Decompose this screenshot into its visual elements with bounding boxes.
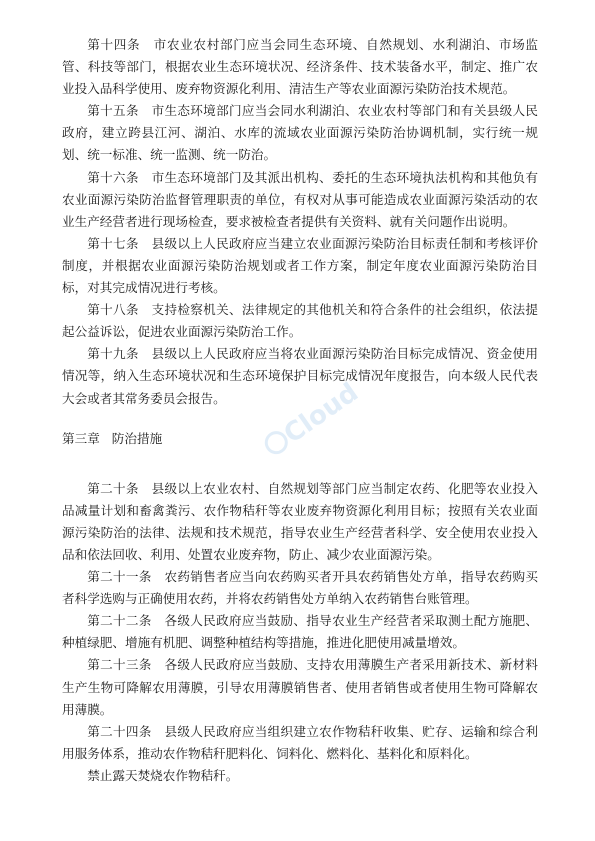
article-22: 第二十二条 各级人民政府应当鼓励、指导农业生产经营者采取测土配方施肥、种植绿肥、增施有机肥、调整种植结构等措施，推进化肥使用减量增效。 <box>62 613 538 651</box>
watermark-text: Cloud <box>278 377 364 450</box>
article-21: 第二十一条 农药销售者应当向农药购买者开具农药销售处方单，指导农药购买者科学选购与正确使用农药，并将农药销售处方单纳入农药销售台账管理。 <box>62 569 538 607</box>
article-24: 第二十四条 县级人民政府应当组织建立农作物秸秆收集、贮存、运输和综合利用服务体系，推动农作物秸秆肥料化、饲料化、燃料化、基料化和原料化。 <box>62 723 538 761</box>
article-19: 第十九条 县级以上人民政府应当将农业面源污染防治目标完成情况、资金使用情况等，纳入生态环境状况和生态环境保护目标完成情况年度报告，向本级人民代表大会或者其常务委员会报告。 <box>62 346 538 406</box>
article-17: 第十七条 县级以上人民政府应当建立农业面源污染防治目标责任制和考核评价制度，并根据农业面源污染防治规划或者工作方案，制定年度农业面源污染防治目标，对其完成情况进行考核。 <box>62 235 538 296</box>
article-14: 第十四条 市农业农村部门应当会同生态环境、自然规划、水利湖泊、市场监管、科技等部门，根据农业生态环境状况、经济条件、技术装备水平，制定、推广农业投入品科学使用、废弃物资源化利用、清洁生产等农业面源污染防治技术规范。 <box>62 37 538 97</box>
chapter-title: 防治措施 <box>111 430 163 446</box>
straw-burning-ban: 禁止露天焚烧农作物秸秆。 <box>87 767 239 783</box>
article-15: 第十五条 市生态环境部门应当会同水利湖泊、农业农村等部门和有关县级人民政府，建立跨县江河、湖泊、水库的流域农业面源污染防治协调机制，实行统一规划、统一标准、统一监测、统一防治。 <box>62 103 538 163</box>
article-16: 第十六条 市生态环境部门及其派出机构、委托的生态环境执法机构和其他负有农业面源污染防治监督管理职责的单位，有权对从事可能造成农业面源污染活动的农业生产经营者进行现场检查，要求被检查者提供有关资料、就有关问题作出说明。 <box>62 169 538 229</box>
article-18: 第十八条 支持检察机关、法律规定的其他机关和符合条件的社会组织，依法提起公益诉讼，促进农业面源污染防治工作。 <box>62 302 538 340</box>
article-20: 第二十条 县级以上农业农村、自然规划等部门应当制定农药、化肥等农业投入品减量计划和畜禽粪污、农作物秸秆等农业废弃物资源化利用目标；按照有关农业面源污染防治的法律、法规和技术规范，指导农业生产经营者科学、安全使用农业投入品和依法回收、利用、处置农业废弃物，防止、减少农业面源污染。 <box>62 480 538 562</box>
article-23: 第二十三条 各级人民政府应当鼓励、支持农用薄膜生产者采用新技术、新材料生产生物可降解农用薄膜，引导农用薄膜销售者、使用者销售或者使用生物可降解农用薄膜。 <box>62 657 538 717</box>
chapter-number: 第三章 <box>62 430 100 446</box>
